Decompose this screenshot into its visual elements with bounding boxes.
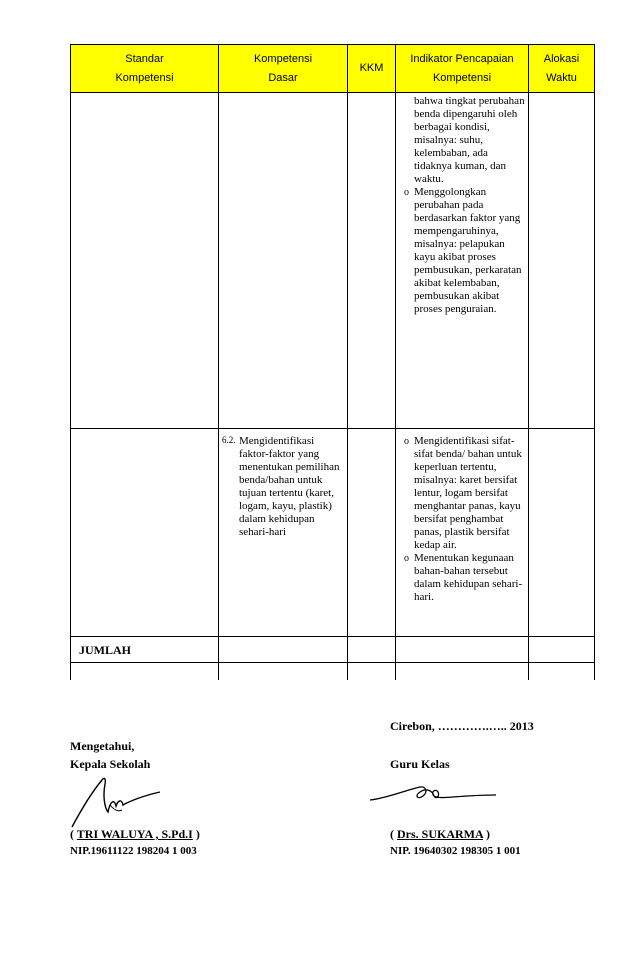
header-indikator xyxy=(395,44,528,92)
bullet-icon: o xyxy=(404,436,409,447)
teacher-name: Drs. SUKARMA xyxy=(397,827,483,841)
total-row xyxy=(70,636,595,663)
indicator-text: bahwa tingkat perubahan benda dipengaruhi oleh berbagai kondisi, misalnya: suhu, kelembaban, ada tidaknya kuman, dan waktu. xyxy=(414,95,525,185)
indicator-text: Mengidentifikasi sifat-sifat benda/ bahan untuk keperluan tertentu, misalnya: karet bersifat lentur, logam bersifat menghantar panas, kayu bersifat penghambat panas, plastik bersifat kedap air. xyxy=(414,435,522,551)
header-standar-kompetensi xyxy=(70,44,218,92)
header-indikator-line2: Kompetensi xyxy=(432,71,492,84)
principal-signature xyxy=(70,772,170,830)
table-row xyxy=(70,92,595,428)
indicator-list xyxy=(404,435,528,604)
teacher-nip: NIP. 19640302 198305 1 001 xyxy=(390,845,521,857)
table-header-row xyxy=(70,44,595,92)
cell-total-label xyxy=(70,636,218,663)
bullet-icon: o xyxy=(404,187,409,198)
indicator-text: Menentukan kegunaan bahan-bahan tersebut dalam kehidupan sehari-hari. xyxy=(414,552,523,603)
acknowledged-label: Mengetahui, xyxy=(70,739,135,753)
cell-kompetensi-dasar xyxy=(218,92,347,428)
table-bottom-border xyxy=(70,662,595,663)
header-alokasi-line1: Alokasi xyxy=(543,52,580,65)
competency-table xyxy=(70,44,595,663)
paren-close: ) xyxy=(192,827,200,841)
indicator-text: Menggolongkan perubahan pada berdasarkan faktor yang mempengaruhinya, misalnya: pelapukan kayu akibat proses pembusukan, perkaratan akibat kelembaban, pembusukan akibat proses penguraian. xyxy=(414,186,522,315)
header-alokasi-waktu xyxy=(528,44,595,92)
teacher-signature xyxy=(368,778,508,808)
paren-open: ( xyxy=(390,827,397,841)
cell-alokasi xyxy=(528,92,595,428)
indicator-item xyxy=(404,95,528,186)
cell-indikator xyxy=(395,92,528,428)
place-date: Cirebon, ………….….. 2013 xyxy=(390,719,534,733)
paren-close: ) xyxy=(483,827,490,841)
header-kkm xyxy=(347,44,395,92)
kd-number: 6.2. xyxy=(222,435,236,445)
principal-title: Kepala Sekolah xyxy=(70,757,151,771)
teacher-title: Guru Kelas xyxy=(390,757,450,771)
header-alokasi-line2: Waktu xyxy=(546,71,577,84)
indicator-list xyxy=(404,95,528,316)
header-kompetensi-dasar xyxy=(218,44,347,92)
indicator-item xyxy=(404,435,528,552)
cell-total-kkm xyxy=(347,636,395,663)
cell-total-alokasi xyxy=(528,636,595,663)
principal-name: TRI WALUYA , S.Pd.I xyxy=(76,827,193,841)
bullet-icon: o xyxy=(404,553,409,564)
teacher-name-line xyxy=(390,827,490,842)
header-indikator-line1: Indikator Pencapaian xyxy=(410,52,514,65)
indicator-item xyxy=(404,552,528,604)
header-kkm-text: KKM xyxy=(359,62,384,74)
kd-text: Mengidentifikasi faktor-faktor yang menentukan pemilihan benda/bahan untuk tujuan tertentu (karet, logam, kayu, plastik) dalam kehidupan sehari-hari xyxy=(239,435,340,538)
paren-open: ( xyxy=(70,827,77,841)
cell-standar xyxy=(70,92,218,428)
header-standar-line1: Standar xyxy=(125,52,164,65)
indicator-item xyxy=(404,186,528,316)
header-standar-line2: Kompetensi xyxy=(115,71,174,84)
cell-kkm xyxy=(347,92,395,428)
principal-name-line xyxy=(70,827,200,842)
cell-total-indikator xyxy=(395,636,528,663)
principal-nip: NIP.19611122 198204 1 003 xyxy=(70,845,197,857)
header-kd-line1: Kompetensi xyxy=(253,52,313,65)
total-label: JUMLAH xyxy=(79,643,131,657)
cell-total-kd xyxy=(218,636,347,663)
header-kd-line2: Dasar xyxy=(268,71,298,84)
